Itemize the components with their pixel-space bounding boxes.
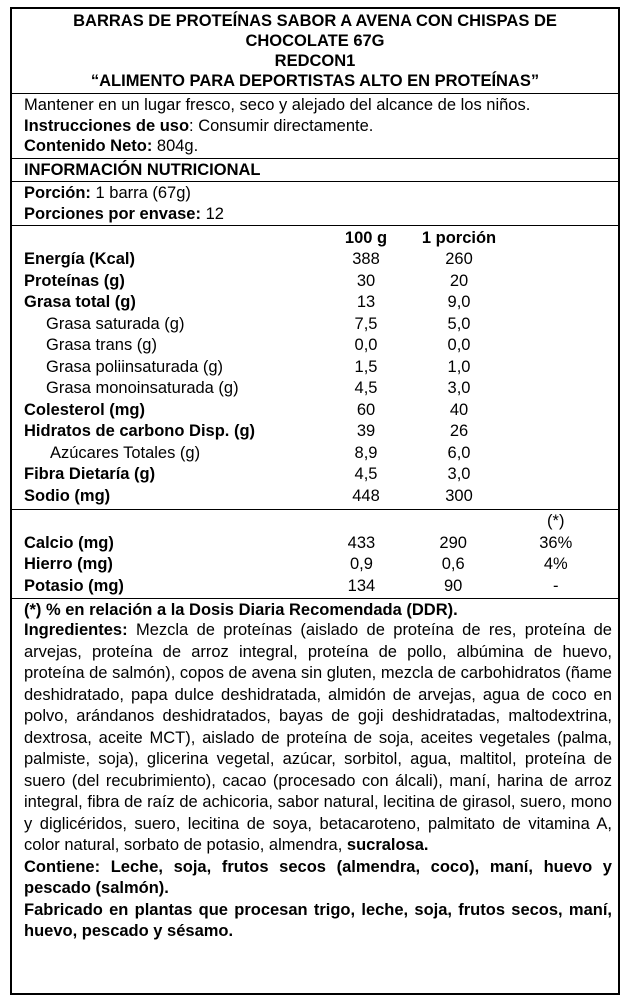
- portion-value: 1 barra (67g): [90, 184, 191, 202]
- facility-block: [24, 900, 612, 943]
- nutrient-portion: 260: [445, 250, 473, 268]
- nutrient-row: [24, 485, 612, 507]
- ingredients-line: proteína de arvejas, proteína de arroz integral, proteína de pollo,: [24, 621, 612, 661]
- nutrition-label: [10, 7, 620, 995]
- servings-line: [24, 204, 612, 225]
- mineral-pct: -: [553, 576, 559, 595]
- usage-label: Instrucciones de uso: [24, 116, 190, 135]
- brand-name: REDCON1: [274, 52, 356, 70]
- nutrient-portion: 9,0: [447, 293, 471, 311]
- ingredients-line: palmiste, soja), glicerina vegetal, azúcar, sorbitol, agua, maltitol,: [24, 750, 517, 768]
- ingredients-line: aceite MCT), aislado de proteína de soja, aceites vegetales (palma,: [98, 728, 612, 747]
- contains-line: huevo y pescado (salmón).: [24, 857, 612, 897]
- column-header-row: [24, 227, 612, 249]
- pct-header-row: [24, 511, 612, 533]
- ddr-note: (*) % en relación a la Dosis Diaria Recomendada (DDR).: [24, 600, 458, 619]
- nutrient-name: Sodio (mg): [24, 486, 111, 505]
- nutrient-row: [24, 421, 612, 443]
- nutrient-per100: 8,9: [354, 443, 378, 462]
- nutrient-portion: 3,0: [447, 465, 471, 483]
- mineral-name: Potasio (mg): [24, 576, 124, 595]
- storage-text: Mantener en un lugar fresco, seco y alejado del alcance de los niños.: [24, 96, 531, 114]
- nutrient-portion: 0,0: [447, 336, 471, 354]
- column-per100: 100 g: [344, 228, 388, 247]
- net-value: 804g.: [152, 137, 199, 155]
- mineral-per100: 134: [347, 576, 376, 595]
- net-label: Contenido Neto:: [24, 137, 153, 155]
- mineral-row: [24, 575, 612, 597]
- ingredients-line: albúmina de huevo, proteína de salmón), copos de avena sin gluten,: [24, 642, 612, 682]
- product-title: [12, 9, 618, 94]
- ingredients-line: de potasio, almendra,: [183, 836, 347, 854]
- nutrient-row: [24, 378, 612, 400]
- nutrient-portion: 40: [449, 400, 469, 419]
- nutrient-row: [24, 399, 612, 421]
- storage-section: [12, 94, 618, 159]
- ingredients-block: [24, 620, 612, 857]
- mineral-portion: 90: [443, 576, 463, 595]
- nutrient-name: Energía (Kcal): [24, 250, 135, 268]
- mineral-name: Hierro (mg): [24, 555, 113, 573]
- nutrient-per100: 60: [356, 400, 376, 419]
- facility-line: Fabricado en plantas que procesan trigo, leche, soja, frutos: [24, 900, 505, 919]
- nutrient-name: Grasa monoinsaturada (g): [46, 379, 239, 397]
- portion-line: [24, 183, 612, 204]
- mineral-row: [24, 532, 612, 554]
- footer-section: [12, 599, 618, 943]
- nutrient-portion: 20: [449, 271, 469, 290]
- net-content: [24, 136, 612, 157]
- mineral-portion: 290: [439, 533, 467, 552]
- nutrient-portion: 6,0: [447, 443, 471, 462]
- nutrient-per100: 0,0: [354, 336, 378, 354]
- pct-header: (*): [547, 512, 565, 530]
- ingredients-line: natural, lecitina de girasol, suero, mono y diglicéridos, suero, lecitina: [24, 793, 612, 833]
- nutrient-name: Colesterol (mg): [24, 400, 146, 419]
- facility-line: secos, maní, huevo, pescado y sésamo.: [24, 900, 612, 940]
- contains-line: Contiene: Leche, soja, frutos secos (almendra, coco), maní,: [24, 857, 533, 876]
- ingredients-line: Mezcla de proteínas (aislado de proteína de res,: [127, 621, 517, 639]
- nutrient-per100: 7,5: [354, 314, 378, 333]
- nutrient-name: Grasa total (g): [24, 293, 136, 311]
- nutrient-portion: 26: [449, 422, 469, 440]
- nutrient-row: [24, 356, 612, 378]
- mineral-per100: 433: [347, 533, 376, 552]
- ingredients-line: de soya, betacaroteno, palmitato de vitamina A, color natural, sorbato: [24, 814, 612, 854]
- minerals-section: [12, 510, 618, 599]
- mineral-row: [24, 554, 612, 576]
- nutrient-row: [24, 335, 612, 357]
- nutrient-name: Grasa poliinsaturada (g): [46, 357, 224, 376]
- ingredients-line: deshidratada, almidón de arvejas, agua de coco en polvo, arándanos: [24, 685, 612, 725]
- nutrient-row: [24, 270, 612, 292]
- serving-section: [12, 182, 618, 226]
- ingredients-line: maní, harina de arroz integral, fibra de raíz de achicoria, sabor: [24, 771, 612, 811]
- nutrient-per100: 13: [356, 293, 376, 311]
- ingredients-line: deshidratados, bayas de goji deshidratadas, maltodextrina, dextrosa,: [24, 707, 612, 747]
- nutrient-portion: 300: [445, 486, 473, 505]
- nutrient-name: Azúcares Totales (g): [50, 443, 201, 462]
- ingredients-label: Ingredientes:: [24, 621, 128, 639]
- nutrient-name: Grasa trans (g): [46, 336, 157, 354]
- column-portion: 1 porción: [421, 228, 497, 247]
- nutrients-section: [12, 226, 618, 510]
- mineral-portion: 0,6: [441, 555, 465, 573]
- nutrient-row: [24, 313, 612, 335]
- title-line-2: CHOCOLATE 67G: [245, 32, 385, 50]
- mineral-pct: 4%: [543, 555, 568, 573]
- nutrient-name: Hidratos de carbono Disp. (g): [24, 422, 256, 440]
- tagline: “ALIMENTO PARA DEPORTISTAS ALTO EN PROTEÍNAS”: [90, 72, 540, 90]
- mineral-pct: 36%: [539, 533, 573, 552]
- mineral-name: Calcio (mg): [24, 533, 114, 552]
- portion-label: Porción:: [24, 184, 91, 202]
- nutrient-per100: 1,5: [354, 357, 378, 376]
- mineral-per100: 0,9: [349, 555, 373, 573]
- servings-value: 12: [200, 204, 224, 223]
- nutrient-per100: 4,5: [354, 465, 378, 483]
- nutrient-portion: 3,0: [447, 379, 471, 397]
- nutrient-name: Grasa saturada (g): [46, 314, 185, 333]
- nutrient-portion: 5,0: [447, 314, 471, 333]
- nutrient-row: [24, 249, 612, 271]
- nutrient-row: [24, 442, 612, 464]
- usage-value: : Consumir directamente.: [189, 116, 374, 135]
- nutrient-row: [24, 292, 612, 314]
- nutrient-per100: 388: [352, 250, 380, 268]
- contains-block: [24, 857, 612, 900]
- nutrient-per100: 4,5: [354, 379, 378, 397]
- servings-label: Porciones por envase:: [24, 204, 201, 223]
- nutrition-header: INFORMACIÓN NUTRICIONAL: [12, 159, 618, 183]
- nutrient-row: [24, 464, 612, 486]
- nutrient-name: Proteínas (g): [24, 271, 125, 290]
- nutrient-per100: 39: [356, 422, 376, 440]
- title-line-1: BARRAS DE PROTEÍNAS SABOR A AVENA CON CHISPAS DE: [73, 12, 557, 30]
- nutrient-per100: 30: [356, 271, 376, 290]
- nutrient-per100: 448: [352, 486, 380, 505]
- sweetener: sucralosa.: [346, 836, 429, 854]
- ingredients-line: proteína de suero (del recubrimiento), cacao (procesado con álcali),: [24, 750, 612, 790]
- nutrient-portion: 1,0: [447, 357, 471, 376]
- nutrient-name: Fibra Dietaría (g): [24, 465, 156, 483]
- ingredients-line: mezcla de carbohidratos (ñame deshidratado, papa dulce: [24, 664, 612, 704]
- usage-instructions: [24, 116, 612, 137]
